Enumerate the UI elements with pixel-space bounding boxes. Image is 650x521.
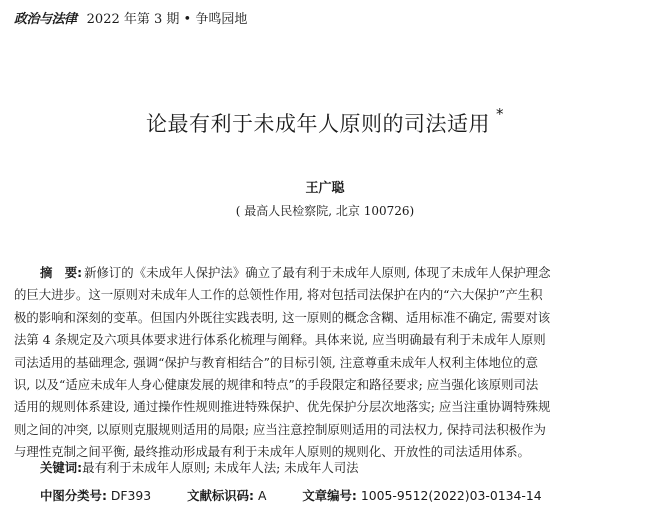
abstract-line: 的巨大进步。这一原则对未成年人工作的总领性作用, 将对包括司法保护在内的“六大保护”产生积	[14, 287, 543, 303]
issue-info: 2022 年第 3 期 • 争鸣园地	[86, 12, 248, 27]
abstract-line: 司法适用的基础理念, 强调“保护与教育相结合”的目标引领, 注意尊重未成年人权利主体地位的意	[14, 354, 539, 370]
classification-line	[40, 486, 542, 504]
abstract-line: 识, 以及“适应未成年人身心健康发展的规律和特点”的手段限定和路径要求; 应当强化该原则司法	[14, 376, 539, 392]
author-name: 王广聪	[305, 181, 345, 196]
abstract-line: 与理性克制之间平衡, 最终推动形成最有利于未成年人原则的规则化、开放性的司法适用体系。	[14, 444, 530, 460]
clc-label: 中图分类号:	[40, 488, 107, 503]
journal-name: 政治与法律	[14, 12, 77, 27]
abstract	[14, 262, 636, 464]
title-footnote-mark: *	[496, 105, 504, 123]
abstract-line	[14, 262, 636, 284]
document-code-label: 文献标识码:	[187, 488, 255, 503]
article-number-value: 1005-9512(2022)03-0134-14	[360, 488, 542, 503]
abstract-line: 法第 4 条规定及六项具体要求进行体系化梳理与阐释。具体来说, 应当明确最有利于未成年人原则	[14, 332, 546, 348]
clc-value: DF393	[110, 488, 152, 503]
abstract-label: 摘 要:	[40, 265, 83, 280]
abstract-line: 则之间的冲突, 以原则克服规则适用的局限; 应当注意控制原则适用的司法权力, 保持司法积极作为	[14, 421, 546, 437]
running-header	[14, 8, 247, 27]
keywords-label: 关键词:	[40, 460, 83, 475]
article-title	[0, 105, 650, 138]
abstract-line-text: 新修订的《未成年人保护法》确立了最有利于未成年人原则, 体现了未成年人保护理念	[84, 265, 551, 280]
keywords-text: 最有利于未成年人原则; 未成年人法; 未成年人司法	[82, 460, 359, 475]
abstract-line: 极的影响和深刻的变革。但国内外既往实践表明, 这一原则的概念含糊、适用标准不确定, 需要对该	[14, 309, 551, 325]
article-number-label: 文章编号:	[302, 488, 357, 503]
article-title-text: 论最有利于未成年人原则的司法适用	[146, 112, 490, 136]
document-code-value: A	[257, 488, 267, 503]
abstract-line: 适用的规则体系建设, 通过操作性规则推进特殊保护、优先保护分层次地落实; 应当注重协调特殊规	[14, 399, 551, 415]
keywords	[40, 458, 359, 476]
author-affiliation: ( 最高人民检察院, 北京 100726)	[235, 204, 415, 218]
